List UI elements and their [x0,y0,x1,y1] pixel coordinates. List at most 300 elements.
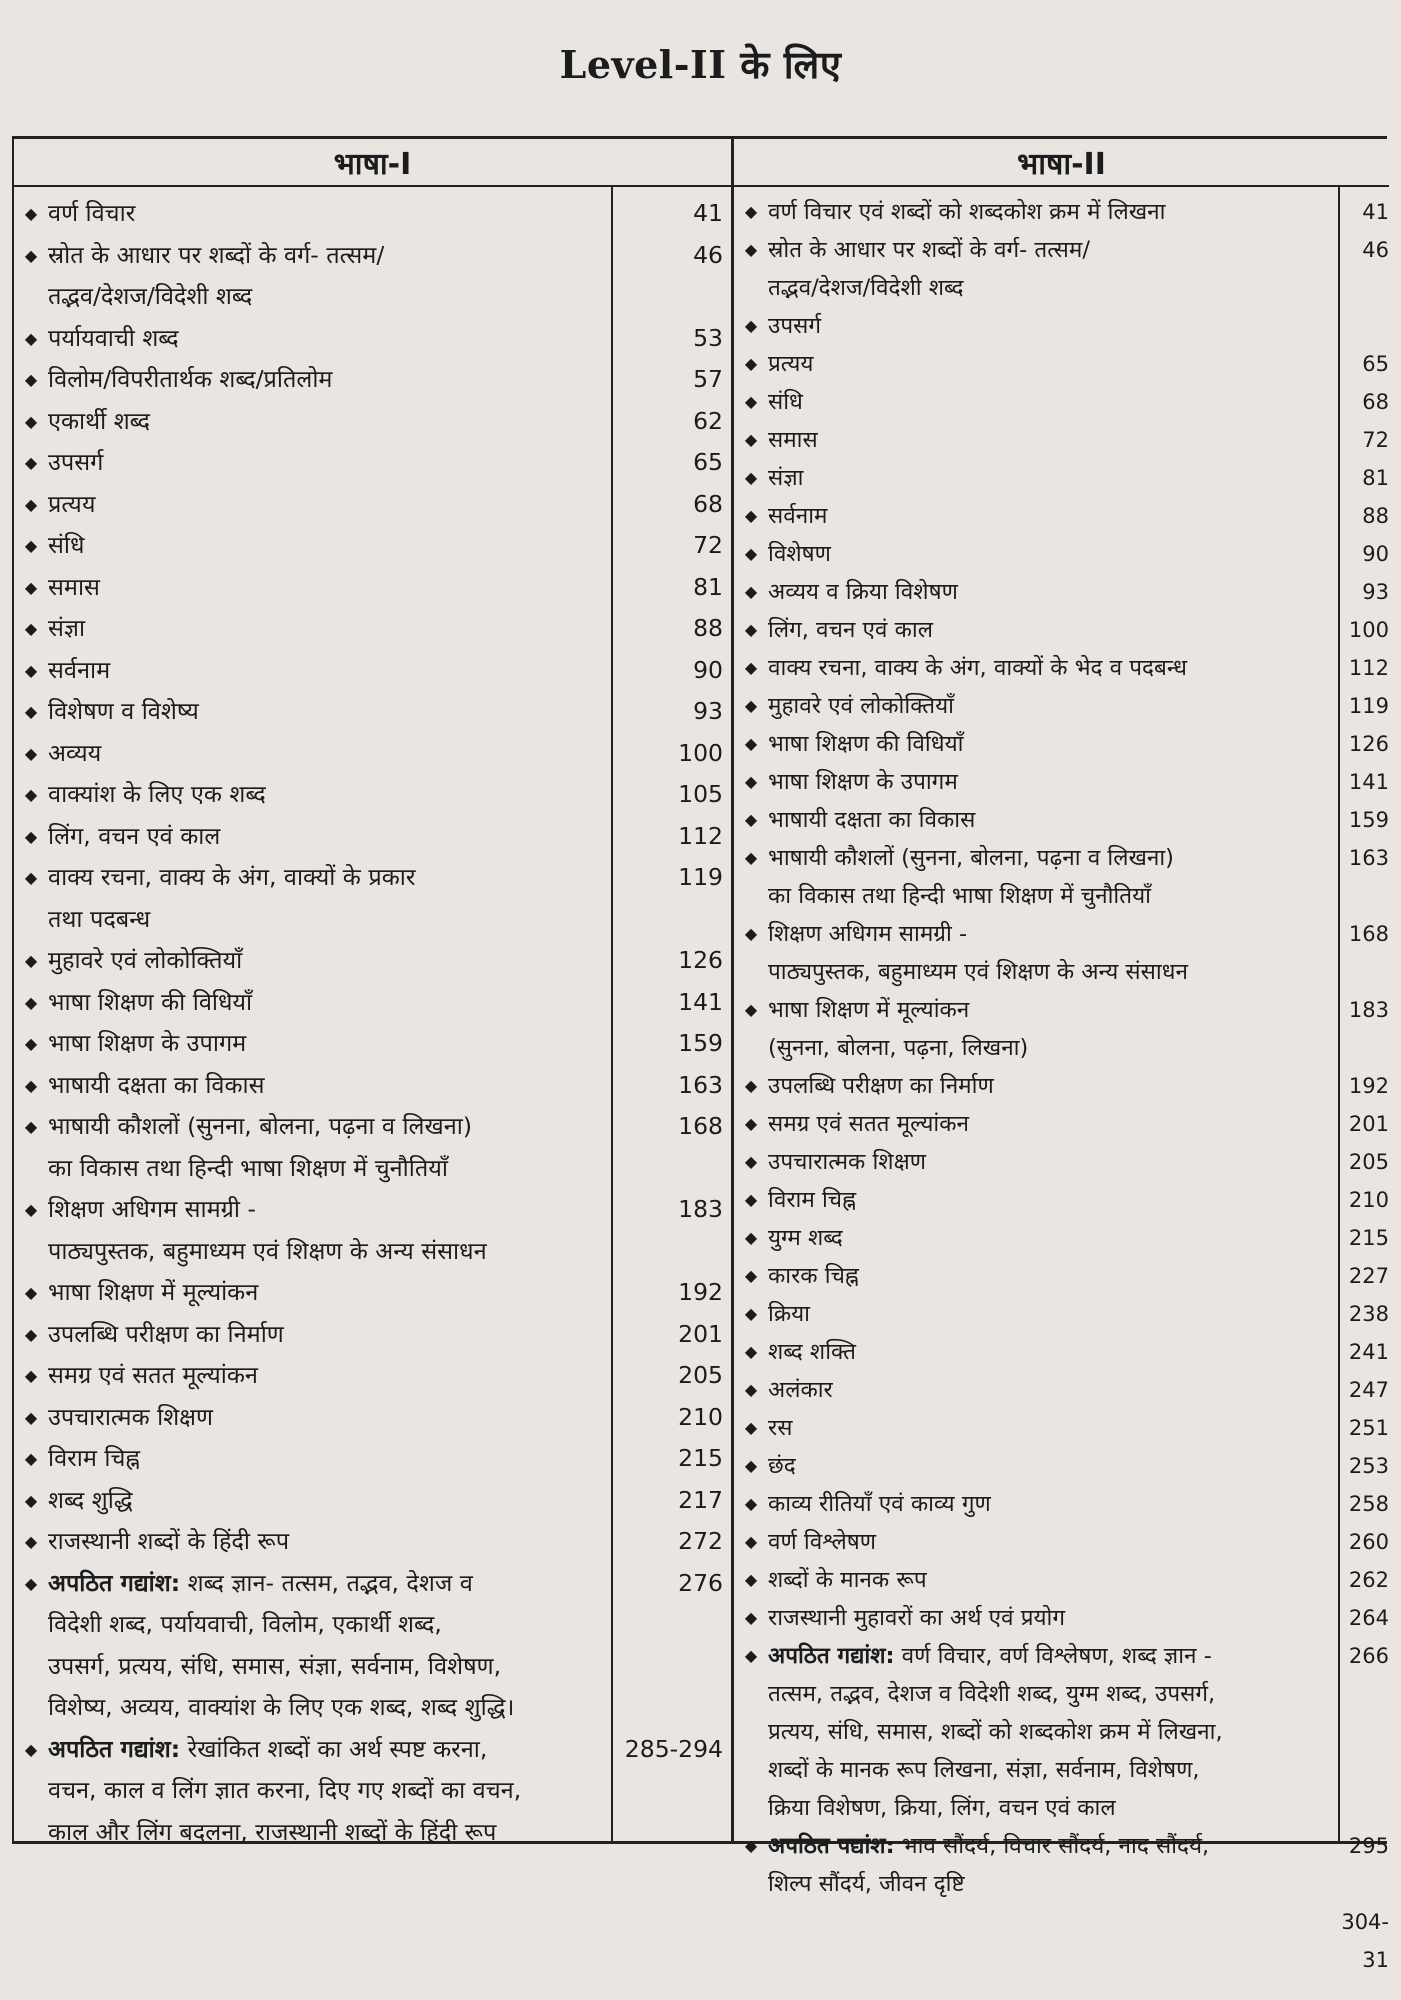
toc-page-number: 119 [678,863,723,891]
toc-entry-line: तद्भव/देशज/विदेशी शब्द [768,275,964,301]
toc-entry-line: शब्द शक्ति [768,1339,856,1365]
toc-entry [734,687,1389,725]
toc-entry-title [48,1106,603,1189]
toc-page-number: 90 [693,655,723,684]
toc-entry [734,1409,1389,1447]
toc-entry-line: उपसर्ग, प्रत्यय, संधि, समास, संज्ञा, सर्वनाम, विशेषण, [48,1651,502,1680]
toc-entry [734,1523,1389,1561]
toc-entry-line: स्रोत के आधार पर शब्दों के वर्ग- तत्सम/ [48,240,385,269]
diamond-bullet-icon: ◆ [24,1407,38,1427]
toc-entry-title [768,345,1331,383]
toc-page-number: 168 [1348,922,1389,946]
diamond-bullet-icon: ◆ [744,848,758,867]
toc-entry [734,535,1389,573]
toc-entry-title [48,1563,603,1729]
toc-entry-line: वचन, काल व लिंग ज्ञात करना, दिए गए शब्दों का वचन, [48,1776,522,1804]
toc-entry [14,193,731,235]
toc-entry [14,1355,731,1397]
toc-entry-title [48,1521,603,1563]
toc-page-number: 53 [693,323,723,352]
toc-entry [14,442,731,484]
diamond-bullet-icon: ◆ [744,696,758,715]
toc-entry-line: विशेषण व विशेष्य [48,697,199,725]
toc-entry-line: उपसर्ग [48,448,104,476]
diamond-bullet-icon: ◆ [744,392,758,411]
diamond-bullet-icon: ◆ [744,202,758,221]
toc-entry-title [768,839,1331,915]
toc-page-number: 46 [693,240,723,269]
toc-page-number: 304-31 [1341,1910,1389,1972]
toc-entry-title [768,421,1331,459]
toc-entry-line: लिंग, वचन एवं काल [768,617,933,643]
diamond-bullet-icon: ◆ [24,370,38,389]
diamond-bullet-icon: ◆ [744,1380,758,1399]
toc-entry-title [768,497,1331,535]
toc-entry-line: तथा पदबन्ध [48,904,151,933]
toc-page-number: 88 [1362,504,1389,528]
toc-entry-line: एकार्थी शब्द [48,406,150,435]
toc-entry-title [768,1827,1331,1903]
diamond-bullet-icon: ◆ [744,620,758,639]
toc-entry-title [768,1257,1331,1295]
toc-entry-line: समास [48,572,100,601]
toc-entry [14,857,731,940]
toc-entry-title [768,1105,1331,1143]
toc-trailing-page [734,1903,1389,1979]
toc-entry-line: शिक्षण अधिगम सामग्री - [48,1195,256,1223]
toc-entry-title [48,484,603,526]
toc-entry [14,1106,731,1189]
toc-entry-title [768,1561,1331,1599]
toc-page-number: 100 [1348,618,1389,642]
toc-entry [734,611,1389,649]
toc-entry-line: मुहावरे एवं लोकोक्तियाँ [768,693,954,719]
toc-entry-line: विदेशी शब्द, पर्यायवाची, विलोम, एकार्थी शब्द, [48,1610,442,1638]
diamond-bullet-icon: ◆ [24,1739,38,1759]
toc-entry [14,691,731,733]
toc-entry-title [768,801,1331,839]
toc-entry-line: शिक्षण अधिगम सामग्री - [768,921,968,947]
toc-entry-line: वाक्य रचना, वाक्य के अंग, वाक्यों के भेद व पदबन्ध [768,655,1187,681]
toc-entry-line: उपचारात्मक शिक्षण [768,1149,926,1175]
toc-entry-line: वर्ण विश्लेषण [768,1529,877,1555]
toc-entry [734,1181,1389,1219]
toc-entry [14,525,731,567]
diamond-bullet-icon: ◆ [24,1532,38,1551]
toc-page-number: 266 [1348,1644,1389,1668]
diamond-bullet-icon: ◆ [24,619,38,638]
toc-entry-line: पर्यायवाची शब्द [48,323,179,352]
diamond-bullet-icon: ◆ [744,1266,758,1285]
toc-page-number: 41 [1362,200,1389,224]
toc-page-number: 241 [1348,1340,1389,1364]
toc-entry-line: रेखांकित शब्दों का अर्थ स्पष्ट करना, [180,1734,488,1763]
toc-entry [14,982,731,1024]
toc-entry [14,733,731,775]
diamond-bullet-icon: ◆ [744,506,758,525]
toc-page-number: 210 [678,1402,723,1431]
diamond-bullet-icon: ◆ [24,660,38,680]
diamond-bullet-icon: ◆ [744,734,758,753]
toc-entry-line: विशेषण [768,541,831,567]
toc-entry-line: विराम चिह्न [48,1444,140,1472]
toc-entry [14,774,731,816]
toc-entry-line: भाषा शिक्षण में मूल्यांकन [48,1278,259,1306]
diamond-bullet-icon: ◆ [24,826,38,846]
toc-entry-title [768,1295,1331,1333]
diamond-bullet-icon: ◆ [744,810,758,829]
diamond-bullet-icon: ◆ [24,494,38,514]
toc-entry [14,1480,731,1522]
toc-entry-line: काव्य रीतियाँ एवं काव्य गुण [768,1491,991,1517]
toc-page-number: 112 [678,821,723,850]
toc-entry [14,1438,731,1480]
toc-entry-line: उपचारात्मक शिक्षण [48,1402,214,1431]
diamond-bullet-icon: ◆ [24,1490,38,1510]
diamond-bullet-icon: ◆ [744,772,758,791]
toc-entry [734,725,1389,763]
toc-entry-line: शिल्प सौंदर्य, जीवन दृष्टि [768,1871,965,1897]
toc-entry-title [48,1023,603,1065]
toc-page-number: 217 [678,1485,723,1514]
toc-entry-line: वाक्य रचना, वाक्य के अंग, वाक्यों के प्रकार [48,863,416,891]
toc-entry-line: पाठ्यपुस्तक, बहुमाध्यम एवं शिक्षण के अन्य संसाधन [48,1236,487,1265]
toc-page-number: 81 [693,572,723,601]
toc-entry-title [768,649,1331,687]
toc-page-number: 159 [678,1029,723,1057]
toc-entry-line: भाषा शिक्षण के उपागम [768,769,958,795]
toc-entry-line: समग्र एवं सतत मूल्यांकन [768,1111,970,1137]
toc-entry-line: भाषायी दक्षता का विकास [48,1070,265,1099]
toc-entry-title [768,611,1331,649]
toc-entry-title [48,733,603,775]
toc-page-number: 46 [1362,238,1389,262]
toc-entry-title [768,535,1331,573]
toc-entry-title [768,1067,1331,1105]
toc-entry-title [768,231,1331,307]
toc-page-number: 112 [1348,656,1389,680]
toc-entry [734,1827,1389,1903]
toc-entry [734,573,1389,611]
diamond-bullet-icon: ◆ [744,1532,758,1551]
toc-entry [14,1397,731,1439]
toc-entry [14,1065,731,1107]
toc-entry [14,567,731,609]
toc-entry-line: वर्ण विचार एवं शब्दों को शब्दकोश क्रम में लिखना [768,199,1166,225]
toc-entry-line: (सुनना, बोलना, पढ़ना, लिखना) [768,1035,1029,1061]
diamond-bullet-icon: ◆ [744,316,758,335]
diamond-bullet-icon: ◆ [744,1646,758,1665]
toc-page-number: 72 [693,531,723,559]
diamond-bullet-icon: ◆ [24,1366,38,1385]
toc-entry-line: भाषायी दक्षता का विकास [768,807,976,833]
toc-entry-title [768,1143,1331,1181]
toc-entry-line: संधि [768,389,803,415]
toc-page-number: 90 [1362,542,1389,566]
toc-entry-line: छंद [768,1453,796,1479]
toc-entry [734,649,1389,687]
toc-entry-title [48,1438,603,1480]
toc-entry-line: उपसर्ग [768,313,821,339]
toc-entry-title [48,359,603,401]
diamond-bullet-icon: ◆ [24,1324,38,1344]
diamond-bullet-icon: ◆ [744,1418,758,1437]
toc-page-number: 65 [1362,352,1389,376]
toc-entry-title [768,1371,1331,1409]
toc-entry [734,1485,1389,1523]
toc-entry-bold-label: अपठित गद्यांश: [768,1643,895,1669]
toc-entry [14,235,731,318]
diamond-bullet-icon: ◆ [24,743,38,763]
toc-entry-bold-label: अपठित पद्यांश: [768,1833,895,1859]
diamond-bullet-icon: ◆ [24,536,38,555]
toc-entry-title [48,525,603,567]
diamond-bullet-icon: ◆ [744,468,758,487]
toc-page-number: 183 [1348,998,1389,1022]
diamond-bullet-icon: ◆ [744,1190,758,1209]
diamond-bullet-icon: ◆ [24,453,38,472]
toc-entry-line: प्रत्यय, संधि, समास, शब्दों को शब्दकोश क्रम में लिखना, [768,1719,1223,1745]
toc-entry-bold-label: अपठित गद्यांश: [48,1568,181,1597]
toc-entry-line: क्रिया [768,1301,810,1327]
toc-entry-title [48,650,603,692]
toc-entry-line: भाषायी कौशलों (सुनना, बोलना, पढ़ना व लिखना) [768,845,1174,871]
toc-entry-line: अव्यय [48,738,102,767]
column-bhasha-1 [14,139,734,1846]
diamond-bullet-icon: ◆ [24,1075,38,1095]
toc-entry-title [48,982,603,1024]
toc-entry [14,359,731,401]
diamond-bullet-icon: ◆ [744,1152,758,1171]
toc-entry-title [48,1355,603,1397]
toc-entry [14,1314,731,1356]
toc-entry-line: वर्ण विचार [48,199,136,227]
toc-page-number: 253 [1348,1454,1389,1478]
toc-entry-title [768,1599,1331,1637]
diamond-bullet-icon: ◆ [744,1836,758,1855]
toc-entry [14,1023,731,1065]
diamond-bullet-icon: ◆ [744,1494,758,1513]
toc-entry-title [48,235,603,318]
toc-entry-title [768,1219,1331,1257]
toc-entry [734,1599,1389,1637]
diamond-bullet-icon: ◆ [24,1283,38,1302]
toc-entry-title [768,573,1331,611]
toc-entry [734,1295,1389,1333]
toc-entry-line: प्रत्यय [48,489,96,518]
left-toc-list [14,193,731,1853]
toc-entry-line: कारक चिह्न [768,1263,859,1289]
toc-entry [734,345,1389,383]
toc-page-number: 163 [1348,846,1389,870]
toc-page-number: 163 [678,1070,723,1099]
diamond-bullet-icon: ◆ [744,1114,758,1133]
toc-page-number: 81 [1362,466,1389,490]
toc-entry-bold-label: अपठित गद्यांश: [48,1734,181,1763]
toc-entry [734,459,1389,497]
toc-entry-title [768,193,1331,231]
toc-entry-title [768,725,1331,763]
toc-entry-title [768,1637,1331,1827]
diamond-bullet-icon: ◆ [744,1456,758,1475]
toc-entry-title [48,1314,603,1356]
column-heading-bhasha-2: भाषा-II [734,139,1389,187]
toc-entry-line: शब्दों के मानक रूप [768,1567,927,1593]
diamond-bullet-icon: ◆ [744,1228,758,1247]
toc-page-number: 192 [678,1278,723,1306]
toc-entry-line: भाषा शिक्षण की विधियाँ [48,987,253,1016]
toc-entry [734,1105,1389,1143]
toc-entry [734,763,1389,801]
toc-page-number: 126 [678,946,723,974]
diamond-bullet-icon: ◆ [24,411,38,431]
toc-page-number: 276 [678,1568,723,1597]
toc-entry [734,193,1389,231]
diamond-bullet-icon: ◆ [24,245,38,265]
toc-page-number: 57 [693,365,723,393]
toc-entry-line: तद्भव/देशज/विदेशी शब्द [48,282,253,310]
toc-entry [734,421,1389,459]
toc-entry-line: शब्द ज्ञान- तत्सम, तद्भव, देशज व [180,1568,473,1597]
toc-entry-title [48,442,603,484]
toc-entry-title [48,1729,603,1854]
diamond-bullet-icon: ◆ [744,582,758,601]
diamond-bullet-icon: ◆ [744,1608,758,1627]
toc-entry-line: भाषा शिक्षण में मूल्यांकन [768,997,970,1023]
toc-entry-line: राजस्थानी मुहावरों का अर्थ एवं प्रयोग [768,1605,1066,1631]
diamond-bullet-icon: ◆ [24,1449,38,1468]
toc-entry-line: विराम चिह्न [768,1187,857,1213]
toc-page-number: 159 [1348,808,1389,832]
toc-entry [14,484,731,526]
toc-entry-line: पाठ्यपुस्तक, बहुमाध्यम एवं शिक्षण के अन्य संसाधन [768,959,1188,985]
toc-page-number: 260 [1348,1530,1389,1554]
toc-entry-title [768,991,1331,1067]
toc-entry-title [48,1272,603,1314]
toc-entry [734,1371,1389,1409]
toc-entry-line: का विकास तथा हिन्दी भाषा शिक्षण में चुनौतियाँ [48,1153,448,1182]
toc-page-number: 247 [1348,1378,1389,1402]
toc-page-number: 119 [1348,694,1389,718]
toc-entry-title [48,774,603,816]
toc-entry-title [768,1333,1331,1371]
toc-page-number: 201 [1348,1112,1389,1136]
toc-entry [14,816,731,858]
toc-entry-line: स्रोत के आधार पर शब्दों के वर्ग- तत्सम/ [768,237,1090,263]
toc-page-number: 295 [1348,1834,1389,1858]
toc-entry-title [48,608,603,650]
toc-entry [14,1729,731,1854]
toc-entry [734,1637,1389,1827]
toc-entry-title [768,915,1331,991]
toc-entry-title [48,1189,603,1272]
diamond-bullet-icon: ◆ [24,702,38,721]
page-title: Level-II के लिए [559,42,842,87]
toc-entry [734,915,1389,991]
diamond-bullet-icon: ◆ [744,658,758,677]
toc-entry-title [48,940,603,982]
toc-entry-line: संधि [48,531,85,559]
toc-entry-line: प्रत्यय [768,351,814,377]
toc-entry [14,1521,731,1563]
toc-entry-line: मुहावरे एवं लोकोक्तियाँ [48,946,243,974]
toc-entry-line: संज्ञा [48,614,86,642]
toc-entry-line: भाषायी कौशलों (सुनना, बोलना, पढ़ना व लिखना) [48,1112,472,1140]
toc-entry [14,401,731,443]
toc-entry-line: सर्वनाम [48,655,111,684]
toc-page-number: 201 [678,1319,723,1348]
toc-page-number: 272 [678,1527,723,1555]
toc-entry [734,1143,1389,1181]
toc-entry-title [768,307,1331,345]
toc-page-number: 183 [678,1195,723,1223]
toc-entry-line: क्रिया विशेषण, क्रिया, लिंग, वचन एवं काल [768,1795,1116,1821]
toc-entry-title [48,567,603,609]
toc-entry-title [48,1397,603,1439]
toc-page-number: 126 [1348,732,1389,756]
column-heading-bhasha-1: भाषा-I [14,139,731,187]
toc-entry [734,1219,1389,1257]
toc-page-number: 68 [693,489,723,518]
diamond-bullet-icon: ◆ [744,924,758,943]
toc-entry [734,307,1389,345]
diamond-bullet-icon: ◆ [24,577,38,597]
toc-entry [734,1257,1389,1295]
toc-entry-line: तत्सम, तद्भव, देशज व विदेशी शब्द, युग्म शब्द, उपसर्ग, [768,1681,1216,1707]
diamond-bullet-icon: ◆ [744,1342,758,1361]
toc-entry-line: संज्ञा [768,465,804,491]
toc-page-number: 210 [1348,1188,1389,1212]
toc-entry-title [768,763,1331,801]
toc-entry-line: अव्यय व क्रिया विशेषण [768,579,958,605]
toc-entry [14,1189,731,1272]
diamond-bullet-icon: ◆ [744,430,758,449]
toc-page-number: 141 [678,987,723,1016]
toc-entry-line: विलोम/विपरीतार्थक शब्द/प्रतिलोम [48,365,333,393]
toc-entry-line: उपलब्धि परीक्षण का निर्माण [48,1319,284,1348]
toc-entry-line: समग्र एवं सतत मूल्यांकन [48,1361,258,1389]
toc-page-number: 205 [678,1361,723,1389]
diamond-bullet-icon: ◆ [744,1000,758,1019]
toc-entry-line: वाक्यांश के लिए एक शब्द [48,780,266,808]
toc-entry-line: राजस्थानी शब्दों के हिंदी रूप [48,1527,290,1555]
diamond-bullet-icon: ◆ [744,1304,758,1323]
toc-entry-line: सर्वनाम [768,503,828,529]
column-bhasha-2 [734,139,1389,1972]
toc-page-number: 205 [1348,1150,1389,1174]
toc-page-number: 215 [1348,1226,1389,1250]
toc-page-number: 93 [1362,580,1389,604]
toc-page-number: 105 [678,780,723,808]
toc-page-number: 215 [678,1444,723,1472]
toc-entry [14,940,731,982]
toc-page-number: 238 [1348,1302,1389,1326]
toc-entry-line: समास [768,427,818,453]
toc-entry-title [48,816,603,858]
toc-page-number: 88 [693,614,723,642]
toc-entry [734,1333,1389,1371]
toc-entry [734,839,1389,915]
toc-entry-title [768,687,1331,725]
toc-entry-title [768,1447,1331,1485]
toc-page-number: 192 [1348,1074,1389,1098]
toc-entry-title [768,1523,1331,1561]
toc-entry-line: वर्ण विचार, वर्ण विश्लेषण, शब्द ज्ञान - [894,1643,1212,1669]
toc-entry-title [768,1409,1331,1447]
toc-entry-line: विशेष्य, अव्यय, वाक्यांश के लिए एक शब्द, शब्द शुद्धि। [48,1693,515,1721]
toc-table [12,136,1389,1972]
toc-page-number: 93 [693,697,723,725]
